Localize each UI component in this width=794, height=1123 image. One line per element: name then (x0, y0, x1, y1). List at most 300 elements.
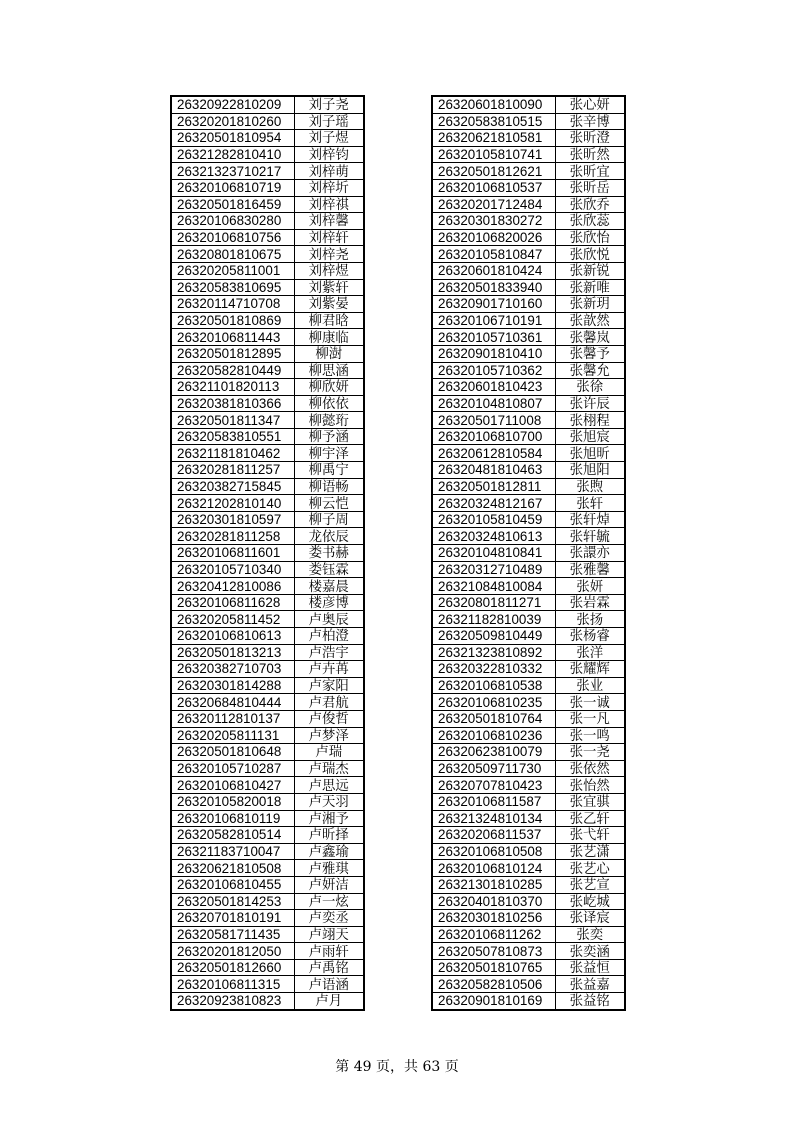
table-row (432, 163, 625, 180)
exam-id-cell: 26320106811601 (171, 545, 294, 562)
exam-id-cell: 26320582810514 (171, 827, 294, 844)
student-name-cell: 张旭阳 (555, 462, 625, 479)
exam-id-cell: 26320501810648 (171, 744, 294, 761)
student-name-cell: 刘子煜 (294, 130, 364, 147)
exam-id-cell: 26320106810427 (171, 777, 294, 794)
table-row (432, 943, 625, 960)
exam-id-cell: 26320501816459 (171, 196, 294, 213)
exam-id-cell: 26320106811315 (171, 976, 294, 993)
table-row (171, 910, 364, 927)
exam-id-cell: 26320106810124 (432, 860, 555, 877)
table-row (432, 561, 625, 578)
student-name-cell: 卢天羽 (294, 793, 364, 810)
table-row (171, 727, 364, 744)
table-row (171, 213, 364, 230)
exam-id-cell: 26320582810449 (171, 362, 294, 379)
student-name-cell: 卢禹铭 (294, 959, 364, 976)
table-row (171, 843, 364, 860)
exam-id-cell: 26320801811271 (432, 594, 555, 611)
table-row (432, 262, 625, 279)
exam-id-cell: 26320583810551 (171, 428, 294, 445)
exam-id-cell: 26320105810847 (432, 246, 555, 263)
student-name-cell: 刘梓钧 (294, 146, 364, 163)
student-name-cell: 楼彦博 (294, 594, 364, 611)
student-name-cell: 张业 (555, 677, 625, 694)
exam-id-cell: 26321323810892 (432, 644, 555, 661)
table-row (171, 561, 364, 578)
student-name-cell: 张怡然 (555, 777, 625, 794)
table-row (432, 860, 625, 877)
student-name-cell: 张艺宣 (555, 876, 625, 893)
student-name-cell: 柳澍 (294, 345, 364, 362)
table-row (432, 312, 625, 329)
student-name-cell: 柳子周 (294, 511, 364, 528)
student-name-cell: 张洋 (555, 644, 625, 661)
table-row (171, 296, 364, 313)
table-row (432, 793, 625, 810)
roster-table-left (170, 95, 365, 1011)
exam-id-cell: 26320501810765 (432, 959, 555, 976)
table-row (171, 362, 364, 379)
student-name-cell: 卢柏澄 (294, 628, 364, 645)
exam-id-cell: 26320206811537 (432, 827, 555, 844)
table-row (432, 727, 625, 744)
student-name-cell: 张心妍 (555, 96, 625, 113)
exam-id-cell: 26320922810209 (171, 96, 294, 113)
student-name-cell: 柳思涵 (294, 362, 364, 379)
exam-id-cell: 26320106810236 (432, 727, 555, 744)
table-row (171, 710, 364, 727)
exam-id-cell: 26320106811262 (432, 926, 555, 943)
student-name-cell: 张欣怡 (555, 229, 625, 246)
student-name-cell: 张奕 (555, 926, 625, 943)
exam-id-cell: 26320105820018 (171, 793, 294, 810)
table-row (432, 196, 625, 213)
exam-id-cell: 26320509810449 (432, 628, 555, 645)
table-row (171, 793, 364, 810)
student-name-cell: 卢浩宇 (294, 644, 364, 661)
student-name-cell: 张徐 (555, 379, 625, 396)
exam-id-cell: 26320112810137 (171, 710, 294, 727)
table-row (171, 412, 364, 429)
exam-id-cell: 26320381810366 (171, 395, 294, 412)
student-name-cell: 张耀辉 (555, 661, 625, 678)
exam-id-cell: 26320621810508 (171, 860, 294, 877)
exam-id-cell: 26320501814253 (171, 893, 294, 910)
exam-id-cell: 26320106810508 (432, 843, 555, 860)
table-row (171, 279, 364, 296)
table-row (432, 462, 625, 479)
exam-id-cell: 26320201812050 (171, 943, 294, 960)
exam-id-cell: 26320507810873 (432, 943, 555, 960)
table-row (171, 893, 364, 910)
exam-id-cell: 26320205811131 (171, 727, 294, 744)
table-row (432, 146, 625, 163)
table-row (171, 196, 364, 213)
student-name-cell: 张依然 (555, 760, 625, 777)
student-name-cell: 张屹城 (555, 893, 625, 910)
exam-id-cell: 26321181810462 (171, 445, 294, 462)
student-name-cell: 张旭宸 (555, 428, 625, 445)
table-row (171, 694, 364, 711)
table-row (171, 628, 364, 645)
exam-id-cell: 26320501811347 (171, 412, 294, 429)
student-name-cell: 张益恒 (555, 959, 625, 976)
exam-id-cell: 26320601810090 (432, 96, 555, 113)
exam-id-cell: 26320581711435 (171, 926, 294, 943)
student-name-cell: 刘紫晏 (294, 296, 364, 313)
exam-id-cell: 26320205811001 (171, 262, 294, 279)
student-name-cell: 娄书赫 (294, 545, 364, 562)
exam-id-cell: 26320501812660 (171, 959, 294, 976)
table-row (432, 827, 625, 844)
exam-id-cell: 26320901810410 (432, 345, 555, 362)
table-row (432, 329, 625, 346)
student-name-cell: 张煦 (555, 478, 625, 495)
table-row (171, 511, 364, 528)
exam-id-cell: 26320281811257 (171, 462, 294, 479)
student-name-cell: 柳宇泽 (294, 445, 364, 462)
table-row (171, 262, 364, 279)
exam-id-cell: 26320106810119 (171, 810, 294, 827)
table-row (432, 545, 625, 562)
student-name-cell: 张益铭 (555, 993, 625, 1010)
student-name-cell: 卢妍洁 (294, 876, 364, 893)
exam-id-cell: 26320501812621 (432, 163, 555, 180)
student-name-cell: 张益嘉 (555, 976, 625, 993)
student-name-cell: 卢雨轩 (294, 943, 364, 960)
student-name-cell: 刘梓煜 (294, 262, 364, 279)
student-name-cell: 刘梓尧 (294, 246, 364, 263)
table-row (432, 760, 625, 777)
table-row (432, 130, 625, 147)
table-row (432, 594, 625, 611)
student-name-cell: 卢俊哲 (294, 710, 364, 727)
table-row (171, 445, 364, 462)
exam-id-cell: 26320801810675 (171, 246, 294, 263)
table-row (171, 578, 364, 595)
exam-id-cell: 26320501833940 (432, 279, 555, 296)
student-name-cell: 张昕岳 (555, 179, 625, 196)
table-row (432, 511, 625, 528)
student-name-cell: 张乙轩 (555, 810, 625, 827)
student-name-cell: 卢月 (294, 993, 364, 1010)
student-name-cell: 张新锐 (555, 262, 625, 279)
student-name-cell: 卢昕择 (294, 827, 364, 844)
table-row (432, 876, 625, 893)
student-name-cell: 柳语畅 (294, 478, 364, 495)
student-name-cell: 张艺心 (555, 860, 625, 877)
student-name-cell: 柳康临 (294, 329, 364, 346)
student-name-cell: 张馨岚 (555, 329, 625, 346)
table-row (432, 777, 625, 794)
exam-id-cell: 26320501810954 (171, 130, 294, 147)
table-row (432, 744, 625, 761)
table-row (171, 179, 364, 196)
student-name-cell: 张艺潇 (555, 843, 625, 860)
exam-id-cell: 26320106811587 (432, 793, 555, 810)
exam-id-cell: 26320106810756 (171, 229, 294, 246)
exam-id-cell: 26320501812895 (171, 345, 294, 362)
table-row (432, 993, 625, 1010)
student-name-cell: 刘梓轩 (294, 229, 364, 246)
table-row (432, 428, 625, 445)
student-name-cell: 张栩程 (555, 412, 625, 429)
student-name-cell: 卢奕丞 (294, 910, 364, 927)
table-row (171, 229, 364, 246)
exam-id-cell: 26320104810841 (432, 545, 555, 562)
table-row (432, 910, 625, 927)
exam-id-cell: 26320509711730 (432, 760, 555, 777)
student-name-cell: 卢卉苒 (294, 661, 364, 678)
table-row (432, 379, 625, 396)
student-name-cell: 张宜骐 (555, 793, 625, 810)
student-name-cell: 柳禹宁 (294, 462, 364, 479)
student-name-cell: 娄钰霖 (294, 561, 364, 578)
table-row (171, 345, 364, 362)
table-row (171, 611, 364, 628)
table-row (432, 810, 625, 827)
exam-id-cell: 26320382715845 (171, 478, 294, 495)
exam-id-cell: 26320322810332 (432, 661, 555, 678)
student-name-cell: 龙依辰 (294, 528, 364, 545)
exam-id-cell: 26321324810134 (432, 810, 555, 827)
exam-id-cell: 26320205811452 (171, 611, 294, 628)
student-name-cell: 卢语涵 (294, 976, 364, 993)
exam-id-cell: 26320106810719 (171, 179, 294, 196)
student-name-cell: 张旭昕 (555, 445, 625, 462)
student-name-cell: 柳予涵 (294, 428, 364, 445)
exam-id-cell: 26320707810423 (432, 777, 555, 794)
exam-id-cell: 26320621810581 (432, 130, 555, 147)
table-row (171, 876, 364, 893)
table-row (432, 113, 625, 130)
exam-id-cell: 26320114710708 (171, 296, 294, 313)
exam-id-cell: 26320312710489 (432, 561, 555, 578)
table-row (171, 528, 364, 545)
table-row (171, 545, 364, 562)
student-name-cell: 张轩 (555, 495, 625, 512)
table-row (171, 860, 364, 877)
student-name-cell: 柳欣妍 (294, 379, 364, 396)
roster-table-right (431, 95, 626, 1011)
table-row (171, 428, 364, 445)
exam-id-cell: 26320106810538 (432, 677, 555, 694)
exam-id-cell: 26320105710361 (432, 329, 555, 346)
table-row (432, 412, 625, 429)
student-name-cell: 张轩焯 (555, 511, 625, 528)
exam-id-cell: 26320105810459 (432, 511, 555, 528)
exam-id-cell: 26320106810700 (432, 428, 555, 445)
student-name-cell: 卢瑞 (294, 744, 364, 761)
table-row (432, 296, 625, 313)
student-name-cell: 卢奥辰 (294, 611, 364, 628)
exam-id-cell: 26320412810086 (171, 578, 294, 595)
table-row (432, 395, 625, 412)
student-name-cell: 张一诚 (555, 694, 625, 711)
exam-id-cell: 26320281811258 (171, 528, 294, 545)
exam-id-cell: 26320583810695 (171, 279, 294, 296)
exam-id-cell: 26320324810613 (432, 528, 555, 545)
table-row (432, 578, 625, 595)
table-row (432, 976, 625, 993)
table-row (432, 445, 625, 462)
student-name-cell: 张杨睿 (555, 628, 625, 645)
student-name-cell: 张譞亦 (555, 545, 625, 562)
exam-id-cell: 26320501813213 (171, 644, 294, 661)
student-name-cell: 刘梓祺 (294, 196, 364, 213)
student-name-cell: 刘子尧 (294, 96, 364, 113)
table-row (171, 976, 364, 993)
table-row (432, 926, 625, 943)
student-name-cell: 张新唯 (555, 279, 625, 296)
table-row (432, 893, 625, 910)
exam-id-cell: 26320106820026 (432, 229, 555, 246)
exam-id-cell: 26320105710340 (171, 561, 294, 578)
table-row (171, 146, 364, 163)
student-name-cell: 卢瑞杰 (294, 760, 364, 777)
table-row (171, 959, 364, 976)
table-row (432, 179, 625, 196)
exam-id-cell: 26320301810597 (171, 511, 294, 528)
exam-id-cell: 26320582810506 (432, 976, 555, 993)
table-row (171, 113, 364, 130)
student-name-cell: 柳依依 (294, 395, 364, 412)
exam-id-cell: 26320901710160 (432, 296, 555, 313)
table-row (171, 744, 364, 761)
student-name-cell: 柳懿珩 (294, 412, 364, 429)
exam-id-cell: 26320106811443 (171, 329, 294, 346)
exam-id-cell: 26320201810260 (171, 113, 294, 130)
exam-id-cell: 26321323710217 (171, 163, 294, 180)
table-row (171, 777, 364, 794)
exam-id-cell: 26320901810169 (432, 993, 555, 1010)
student-name-cell: 张馨允 (555, 362, 625, 379)
table-row (171, 478, 364, 495)
student-name-cell: 卢家阳 (294, 677, 364, 694)
student-name-cell: 张奕涵 (555, 943, 625, 960)
table-row (432, 644, 625, 661)
table-row (171, 379, 364, 396)
exam-id-cell: 26320324812167 (432, 495, 555, 512)
exam-id-cell: 26320106810537 (432, 179, 555, 196)
exam-id-cell: 26321183710047 (171, 843, 294, 860)
page-footer: 第 49 页，共 63 页 (335, 1059, 459, 1075)
table-row (171, 395, 364, 412)
exam-id-cell: 26320106810613 (171, 628, 294, 645)
student-name-cell: 张扬 (555, 611, 625, 628)
table-row (171, 163, 364, 180)
student-name-cell: 张欣乔 (555, 196, 625, 213)
table-row (171, 644, 364, 661)
student-name-cell: 张新玥 (555, 296, 625, 313)
student-name-cell: 卢思远 (294, 777, 364, 794)
student-name-cell: 张馨予 (555, 345, 625, 362)
table-row (432, 628, 625, 645)
exam-id-cell: 26321301810285 (432, 876, 555, 893)
exam-id-cell: 26320923810823 (171, 993, 294, 1010)
exam-id-cell: 26320106811628 (171, 594, 294, 611)
exam-id-cell: 26320501812811 (432, 478, 555, 495)
student-name-cell: 刘梓萌 (294, 163, 364, 180)
table-row (432, 495, 625, 512)
student-name-cell: 卢湘予 (294, 810, 364, 827)
student-name-cell: 张欣蕊 (555, 213, 625, 230)
table-row (171, 677, 364, 694)
table-row (432, 528, 625, 545)
table-row (432, 213, 625, 230)
student-name-cell: 张欣悦 (555, 246, 625, 263)
table-row (432, 279, 625, 296)
table-row (432, 229, 625, 246)
exam-id-cell: 26320301830272 (432, 213, 555, 230)
table-row (171, 943, 364, 960)
table-row (432, 959, 625, 976)
student-name-cell: 卢君航 (294, 694, 364, 711)
table-row (171, 926, 364, 943)
table-row (432, 843, 625, 860)
exam-id-cell: 26320601810424 (432, 262, 555, 279)
exam-id-cell: 26320583810515 (432, 113, 555, 130)
exam-id-cell: 26320201712484 (432, 196, 555, 213)
table-row (171, 993, 364, 1010)
student-name-cell: 卢鑫瑜 (294, 843, 364, 860)
exam-id-cell: 26320105710362 (432, 362, 555, 379)
student-name-cell: 张轩毓 (555, 528, 625, 545)
exam-id-cell: 26320501810869 (171, 312, 294, 329)
student-name-cell: 柳君晗 (294, 312, 364, 329)
table-row (171, 462, 364, 479)
table-row (432, 661, 625, 678)
table-row (432, 694, 625, 711)
exam-id-cell: 26320684810444 (171, 694, 294, 711)
exam-id-cell: 26320106810235 (432, 694, 555, 711)
table-row (432, 710, 625, 727)
table-row (432, 677, 625, 694)
student-name-cell: 刘子瑶 (294, 113, 364, 130)
student-name-cell: 张一尧 (555, 744, 625, 761)
exam-id-cell: 26320601810423 (432, 379, 555, 396)
student-name-cell: 楼嘉晨 (294, 578, 364, 595)
exam-id-cell: 26321282810410 (171, 146, 294, 163)
student-name-cell: 张许辰 (555, 395, 625, 412)
table-row (432, 345, 625, 362)
table-row (171, 246, 364, 263)
exam-id-cell: 26320106710191 (432, 312, 555, 329)
table-row (171, 130, 364, 147)
table-row (171, 661, 364, 678)
student-name-cell: 张雅馨 (555, 561, 625, 578)
table-row (171, 810, 364, 827)
table-row (171, 594, 364, 611)
table-row (432, 246, 625, 263)
student-name-cell: 张歆然 (555, 312, 625, 329)
table-row (171, 312, 364, 329)
table-row (171, 827, 364, 844)
table-row (171, 495, 364, 512)
table-row (171, 329, 364, 346)
table-row (171, 760, 364, 777)
student-name-cell: 张昕澄 (555, 130, 625, 147)
exam-id-cell: 26320701810191 (171, 910, 294, 927)
student-name-cell: 张妍 (555, 578, 625, 595)
table-row (432, 96, 625, 113)
exam-id-cell: 26320106810455 (171, 876, 294, 893)
exam-id-cell: 26320105710287 (171, 760, 294, 777)
exam-id-cell: 26320104810807 (432, 395, 555, 412)
exam-id-cell: 26320481810463 (432, 462, 555, 479)
student-name-cell: 张弋轩 (555, 827, 625, 844)
